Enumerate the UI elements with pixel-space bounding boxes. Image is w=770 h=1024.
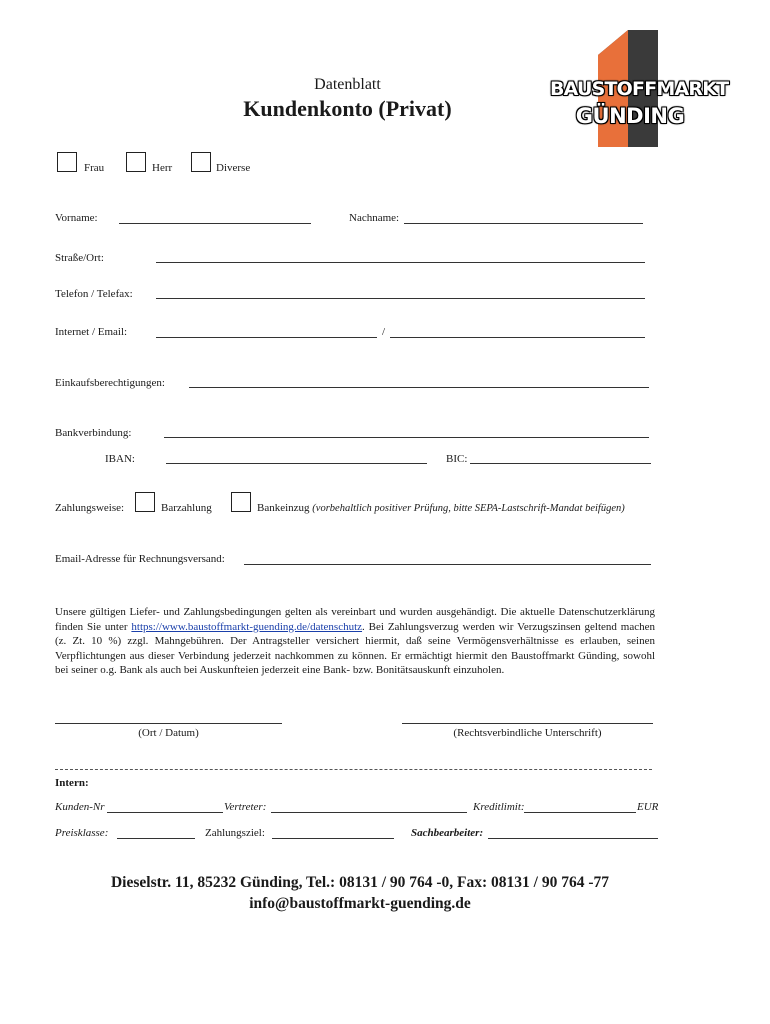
eur-label: EUR (637, 801, 659, 813)
privacy-link[interactable]: https://www.baustoffmarkt-guending.de/datenschutz (131, 620, 363, 633)
einkauf-label: Einkaufsberechtigungen: (55, 377, 165, 389)
telefon-label: Telefon / Telefax: (55, 288, 133, 300)
herr-label: Herr (152, 162, 173, 174)
vorname-label: Vorname: (55, 212, 98, 224)
zahlungsweise-label: Zahlungsweise: (55, 502, 125, 514)
bankeinzug-note: (vorbehaltlich positiver Prüfung, bitte SEPA-Lastschrift-Mandat beifügen) (312, 503, 625, 514)
bic-field[interactable] (470, 463, 651, 464)
vertreter-label: Vertreter: (224, 801, 267, 813)
slash-separator: / (382, 326, 386, 338)
frau-label: Frau (84, 162, 105, 174)
footer-address: Dieselstr. 11, 85232 Günding, Tel.: 08131 / 90 764 -0, Fax: 08131 / 90 764 -77 (110, 874, 610, 891)
bankeinzug-label (257, 502, 625, 514)
intern-heading: Intern: (55, 777, 89, 789)
diverse-label: Diverse (216, 162, 251, 174)
kunden-nr-label: Kunden-Nr (55, 801, 105, 813)
bank-label: Bankverbindung: (55, 427, 132, 439)
kreditlimit-field[interactable] (524, 812, 636, 813)
herr-checkbox[interactable] (126, 152, 146, 172)
bic-label: BIC: (446, 453, 468, 465)
preisklasse-field[interactable] (117, 838, 195, 839)
zahlungsziel-label: Zahlungsziel: (205, 827, 265, 839)
vertreter-field[interactable] (271, 812, 467, 813)
sachbearbeiter-field[interactable] (488, 838, 658, 839)
zahlungsziel-field[interactable] (272, 838, 394, 839)
bankeinzug-checkbox[interactable] (231, 492, 251, 512)
terms-paragraph (55, 605, 655, 678)
signature-label: (Rechtsverbindliche Unterschrift) (453, 727, 602, 739)
email-field[interactable] (390, 337, 645, 338)
page-title: Kundenkonto (Privat) (243, 96, 452, 121)
kreditlimit-label: Kreditlimit: (473, 801, 525, 813)
internet-label: Internet / Email: (55, 326, 128, 338)
signature-line[interactable] (402, 723, 653, 724)
strasse-label: Straße/Ort: (55, 252, 104, 264)
frau-checkbox[interactable] (57, 152, 77, 172)
nachname-label: Nachname: (349, 212, 400, 224)
bankeinzug-text: Bankeinzug (257, 502, 310, 514)
place-date-label: (Ort / Datum) (138, 727, 199, 739)
bank-field[interactable] (164, 437, 649, 438)
barzahlung-label: Barzahlung (161, 502, 212, 514)
iban-field[interactable] (166, 463, 427, 464)
footer-email: info@baustoffmarkt-guending.de (249, 895, 471, 912)
kunden-nr-field[interactable] (107, 812, 223, 813)
logo-text-line1: BAUSTOFFMARKT (550, 78, 729, 100)
invoice-email-field[interactable] (244, 564, 651, 565)
logo-text-line2: GÜNDING (575, 104, 685, 128)
separator-line (55, 769, 652, 770)
nachname-field[interactable] (404, 223, 643, 224)
preisklasse-label: Preisklasse: (55, 827, 109, 839)
invoice-email-label: Email-Adresse für Rechnungsversand: (55, 553, 225, 565)
telefon-field[interactable] (156, 298, 645, 299)
place-date-line[interactable] (55, 723, 282, 724)
barzahlung-checkbox[interactable] (135, 492, 155, 512)
einkauf-field[interactable] (189, 387, 649, 388)
terms-text-1: Unsere gültigen Liefer- und Zahlungsbedingungen gelten als vereinbart und wurden ausgehändigt. Die aktuelle Datenschutzerklärung finden Sie unter (55, 606, 655, 633)
sachbearbeiter-label: Sachbearbeiter: (411, 827, 484, 839)
iban-label: IBAN: (105, 453, 135, 465)
strasse-field[interactable] (156, 262, 645, 263)
vorname-field[interactable] (119, 223, 311, 224)
company-logo (550, 25, 729, 150)
header-subtitle: Datenblatt (314, 76, 381, 93)
diverse-checkbox[interactable] (191, 152, 211, 172)
terms-text-2: . Bei Zahlungsverzug werden wir Verzugszinsen geltend machen (z. Zt. 10 %) zzgl. Mahngebühren. Der Antragsteller versichert hiermit, daß seine Vermögensverhältnisse es erlauben, seinen Verpflichtungen aus dieser Verbindung jederzeit nachkommen zu können. Er ermächtigt hiermit den Baustoffmarkt Günding, sowohl bei seiner o.g. Bank als auch bei Auskunfteien jederzeit eine Bank- bzw. Bonitätsauskunft einzuholen. (55, 620, 656, 676)
internet-field[interactable] (156, 337, 377, 338)
